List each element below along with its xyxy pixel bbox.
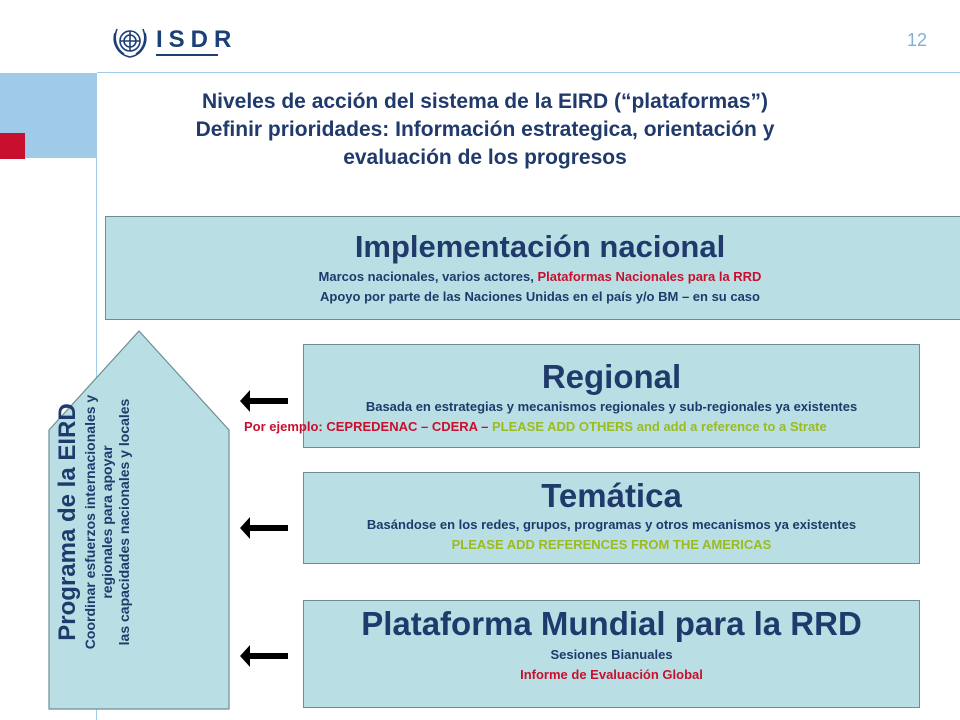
nacional-line-1-prefix: Marcos nacionales, varios actores, (318, 269, 538, 284)
title-line-2: Definir prioridades: Información estrategica, orientación y (195, 118, 775, 141)
logo-text: ISDR (156, 26, 238, 53)
header-rule (97, 72, 960, 73)
programa-line-3: las capacidades nacionales y locales (116, 398, 132, 646)
nacional-line-2: Apoyo por parte de las Naciones Unidas en el país y/o BM – en su caso (320, 289, 760, 304)
mundial-line-1: Sesiones Bianuales (550, 647, 673, 662)
regional-heading: Regional (541, 358, 682, 395)
programa-line-1: Coordinar esfuerzos internacionales y (82, 394, 98, 650)
box-tematica (303, 472, 920, 564)
nacional-line-1 (106, 267, 960, 287)
programa-title: Programa de la EIRD (54, 403, 81, 641)
box-implementacion-nacional (105, 216, 960, 320)
regional-example-line (244, 417, 827, 437)
regional-example-green: PLEASE ADD OTHERS and add a reference to a Strate (492, 419, 827, 434)
title-line-3: evaluación de los progresos (343, 146, 627, 169)
regional-line-1: Basada en estrategias y mecanismos regionales y sub-regionales ya existentes (365, 399, 858, 414)
programa-text (54, 332, 224, 712)
mundial-line-2: Informe de Evaluación Global (520, 667, 703, 682)
nacional-line-1-highlight: Plataformas Nacionales para la RRD (537, 269, 762, 284)
tematica-heading: Temática (541, 477, 682, 514)
arrow-left-icon (240, 645, 288, 667)
title-line-1: Niveles de acción del sistema de la EIRD (“plataformas”) (201, 90, 769, 113)
nacional-heading: Implementación nacional (354, 229, 726, 264)
logo-underline (156, 54, 218, 56)
programa-line-2: regionales para apoyar (99, 445, 115, 599)
mundial-heading: Plataforma Mundial para la RRD (361, 605, 862, 642)
page-number: 12 (906, 30, 927, 50)
tematica-line-2: PLEASE ADD REFERENCES FROM THE AMERICAS (451, 537, 772, 552)
arrow-left-icon (240, 517, 288, 539)
arrow-left-icon (240, 390, 288, 412)
corner-red-block (0, 133, 25, 159)
regional-example-red: Por ejemplo: CEPREDENAC – CDERA – (244, 419, 493, 434)
tematica-line-1: Basándose en los redes, grupos, programas y otros mecanismos ya existentes (366, 517, 857, 532)
slide-title (100, 88, 870, 172)
box-plataforma-mundial (303, 600, 920, 708)
